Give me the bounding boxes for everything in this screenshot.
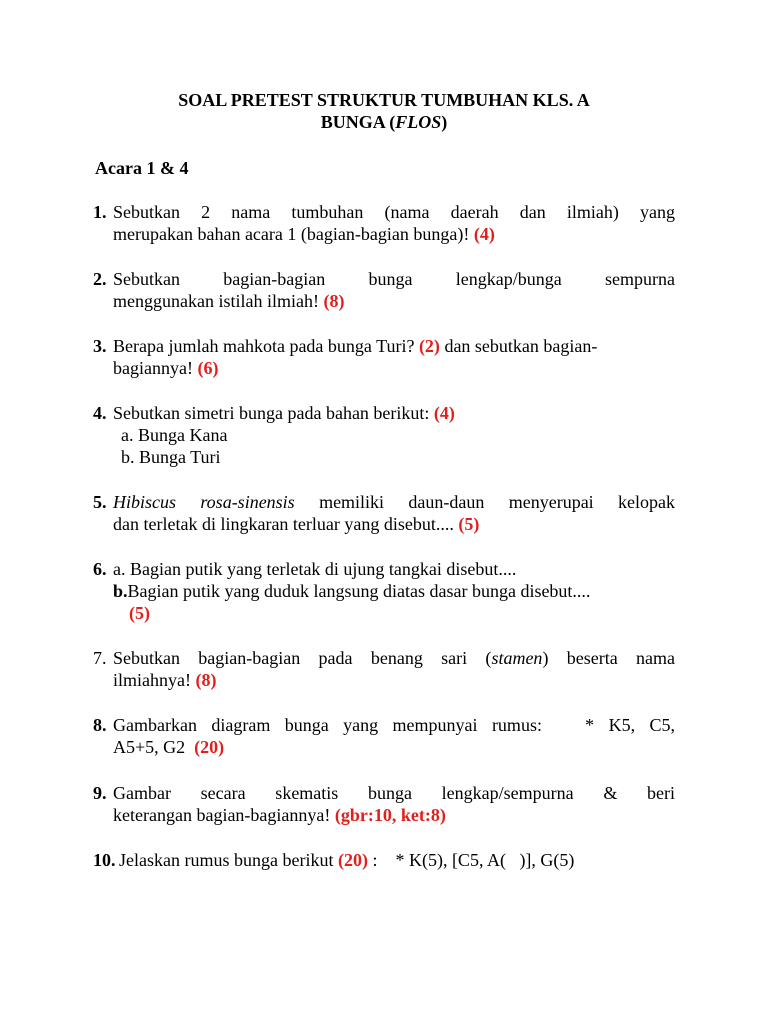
question-8 <box>93 714 675 758</box>
score: (5) <box>458 514 480 534</box>
question-number: 10. <box>93 850 116 870</box>
score: (6) <box>197 358 219 378</box>
question-5-line-2: dan terletak di lingkaran terluar yang disebut.... (5) <box>113 514 480 534</box>
question-1 <box>93 201 675 245</box>
question-10 <box>93 849 675 871</box>
question-7-line-2: ilmiahnya! (8) <box>113 670 217 690</box>
question-9 <box>93 782 675 826</box>
question-2 <box>93 268 675 312</box>
question-number: 7. <box>93 648 107 668</box>
question-8-line-2: A5+5, G2 (20) <box>113 737 225 757</box>
question-9-line-2: keterangan bagian-bagiannya! (gbr:10, ket:8) <box>113 805 446 825</box>
score: (4) <box>433 403 455 423</box>
question-number: 4. <box>93 403 107 423</box>
question-10-line-1: Jelaskan rumus bunga berikut (20) : * K(5), [C5, A( )], G(5) <box>119 850 575 870</box>
score: (20) <box>194 737 225 757</box>
question-8-line-1: Gambarkan diagram bunga yang mempunyai rumus: * K5, C5, <box>113 715 675 735</box>
question-9-line-1: Gambar secara skematis bunga lengkap/sempurna & beri <box>113 783 675 803</box>
score: (5) <box>129 603 150 623</box>
section-heading: Acara 1 & 4 <box>95 158 189 178</box>
question-4-option-b: b. Bunga Turi <box>121 447 221 467</box>
score: (2) <box>418 336 440 356</box>
species-name: Hibiscus rosa-sinensis <box>113 492 295 512</box>
question-3-line-2: bagiannya! (6) <box>113 358 219 378</box>
question-number: 1. <box>93 202 107 222</box>
question-4-line-1: Sebutkan simetri bunga pada bahan berikut: (4) <box>113 403 455 423</box>
question-4 <box>93 402 675 468</box>
score: (4) <box>473 224 495 244</box>
question-5 <box>93 491 675 535</box>
question-6-part-a: a. Bagian putik yang terletak di ujung tangkai disebut.... <box>113 559 517 579</box>
score: (gbr:10, ket:8) <box>334 805 446 825</box>
term-stamen: stamen <box>491 648 543 668</box>
question-number: 8. <box>93 715 107 735</box>
score: (8) <box>195 670 217 690</box>
question-6-score-line <box>113 602 675 624</box>
question-7 <box>93 647 675 691</box>
question-6-part-b: b.Bagian putik yang duduk langsung diatas dasar bunga disebut.... <box>113 581 591 601</box>
question-2-line-1: Sebutkan bagian-bagian bunga lengkap/bunga sempurna <box>113 269 675 289</box>
question-1-line-2: merupakan bahan acara 1 (bagian-bagian bunga)! (4) <box>113 224 495 244</box>
question-1-line-1: Sebutkan 2 nama tumbuhan (nama daerah dan ilmiah) yang <box>113 202 675 222</box>
question-number: 6. <box>93 559 107 579</box>
question-number: 2. <box>93 269 107 289</box>
question-3 <box>93 335 675 379</box>
question-3-line-1: Berapa jumlah mahkota pada bunga Turi? (2) dan sebutkan bagian- <box>113 336 598 356</box>
question-6 <box>93 558 675 624</box>
question-5-line-1: Hibiscus rosa-sinensis memiliki daun-daun menyerupai kelopak <box>113 492 676 512</box>
question-number: 9. <box>93 783 107 803</box>
title-line-1: SOAL PRETEST STRUKTUR TUMBUHAN KLS. A <box>178 90 590 110</box>
title-line-2: BUNGA (FLOS) <box>320 112 448 132</box>
title-flos: FLOS <box>395 112 442 132</box>
question-4-option-a: a. Bunga Kana <box>121 425 228 445</box>
question-2-line-2: menggunakan istilah ilmiah! (8) <box>113 291 345 311</box>
question-number: 3. <box>93 336 107 356</box>
question-number: 5. <box>93 492 107 512</box>
question-7-line-1: Sebutkan bagian-bagian pada benang sari (stamen) beserta nama <box>113 648 675 668</box>
score: (20) <box>337 850 368 870</box>
score: (8) <box>323 291 345 311</box>
